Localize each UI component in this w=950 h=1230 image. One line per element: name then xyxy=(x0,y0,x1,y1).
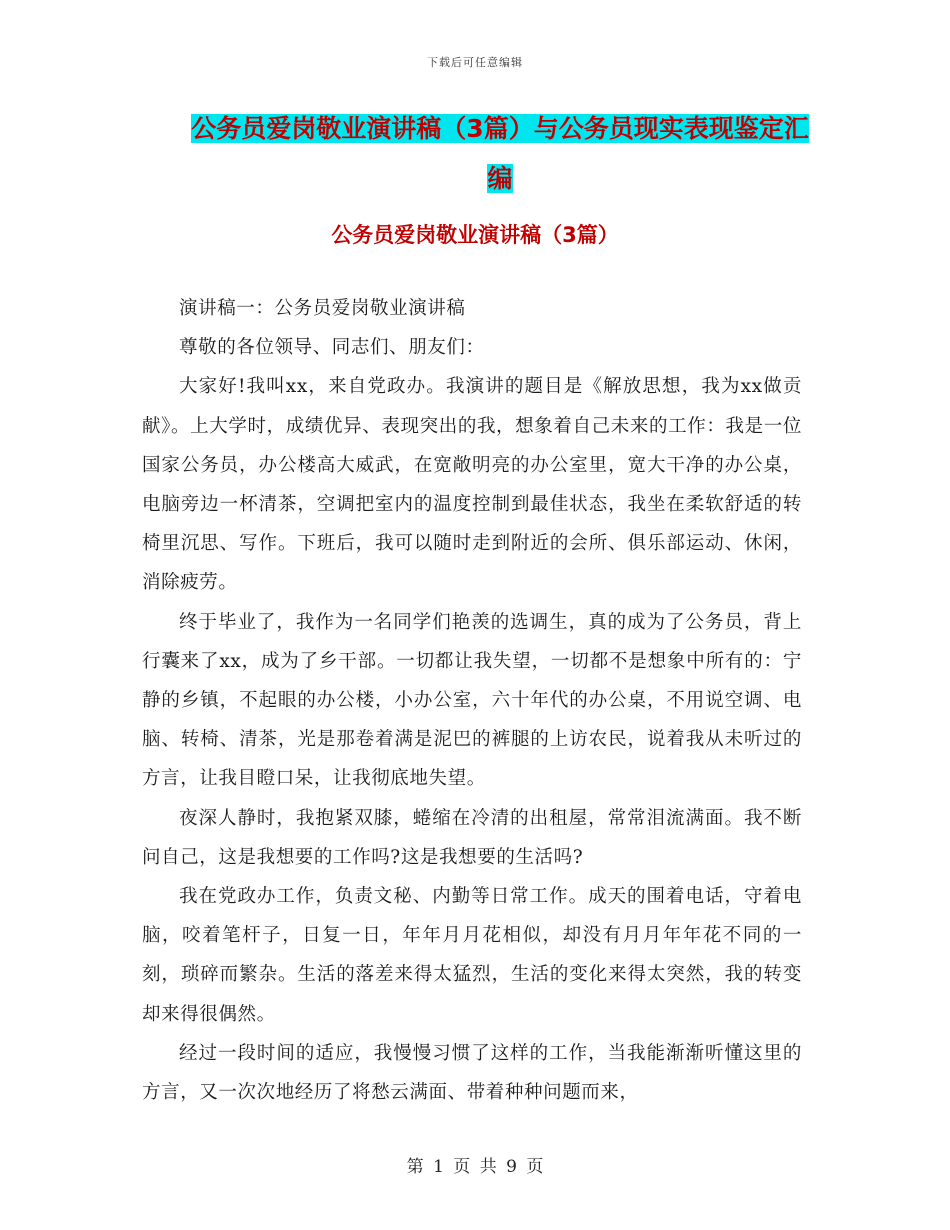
paragraph: 大家好!我叫xx，来自党政办。我演讲的题目是《解放思想，我为xx做贡献》。上大学时，成绩优异、表现突出的我，想象着自己未来的工作：我是一位国家公务员，办公楼高大威武，在宽敞明亮的办公室里，宽大干净的办公桌，电脑旁边一杯清茶，空调把室内的温度控制到最佳状态，我坐在柔软舒适的转椅里沉思、写作。下班后，我可以随时走到附近的会所、俱乐部运动、休闲，消除疲劳。 xyxy=(142,376,802,594)
paragraph-speech-label: 演讲稿一：公务员爱岗敬业演讲稿 xyxy=(179,298,466,319)
page-number-footer: 第 1 页 共 9 页 xyxy=(406,1157,544,1177)
paragraph: 我在党政办工作，负责文秘、内勤等日常工作。成天的围着电话，守着电脑，咬着笔杆子，日复一日，年年月月花相似，却没有月月年年花不同的一刻，琐碎而繁杂。生活的落差来得太猛烈，生活的变化来得太突然，我的转变却来得很偶然。 xyxy=(142,886,802,1025)
document-body xyxy=(142,289,802,1112)
document-main-title xyxy=(190,104,810,204)
paragraph-salutation: 尊敬的各位领导、同志们、朋友们： xyxy=(179,337,485,359)
section-title: 公务员爱岗敬业演讲稿（3篇） xyxy=(331,223,619,247)
main-title-highlight: 公务员爱岗敬业演讲稿（3篇）与公务员现实表现鉴定汇编 xyxy=(191,114,809,193)
page-header-note: 下载后可任意编辑 xyxy=(427,56,523,69)
paragraph: 经过一段时间的适应，我慢慢习惯了这样的工作，当我能渐渐听懂这里的方言，又一次次地经历了将愁云满面、带着种种问题而来， xyxy=(142,1042,802,1104)
paragraph: 夜深人静时，我抱紧双膝，蜷缩在冷清的出租屋，常常泪流满面。我不断问自己，这是我想要的工作吗?这是我想要的生活吗? xyxy=(142,807,802,868)
paragraph: 终于毕业了，我作为一名同学们艳羡的选调生，真的成为了公务员，背上行囊来了xx，成为了乡干部。一切都让我失望，一切都不是想象中所有的：宁静的乡镇，不起眼的办公楼，小办公室，六十年代的办公桌，不用说空调、电脑、转椅、清茶，光是那卷着满是泥巴的裤腿的上访农民，说着我从未听过的方言，让我目瞪口呆，让我彻底地失望。 xyxy=(142,611,802,790)
